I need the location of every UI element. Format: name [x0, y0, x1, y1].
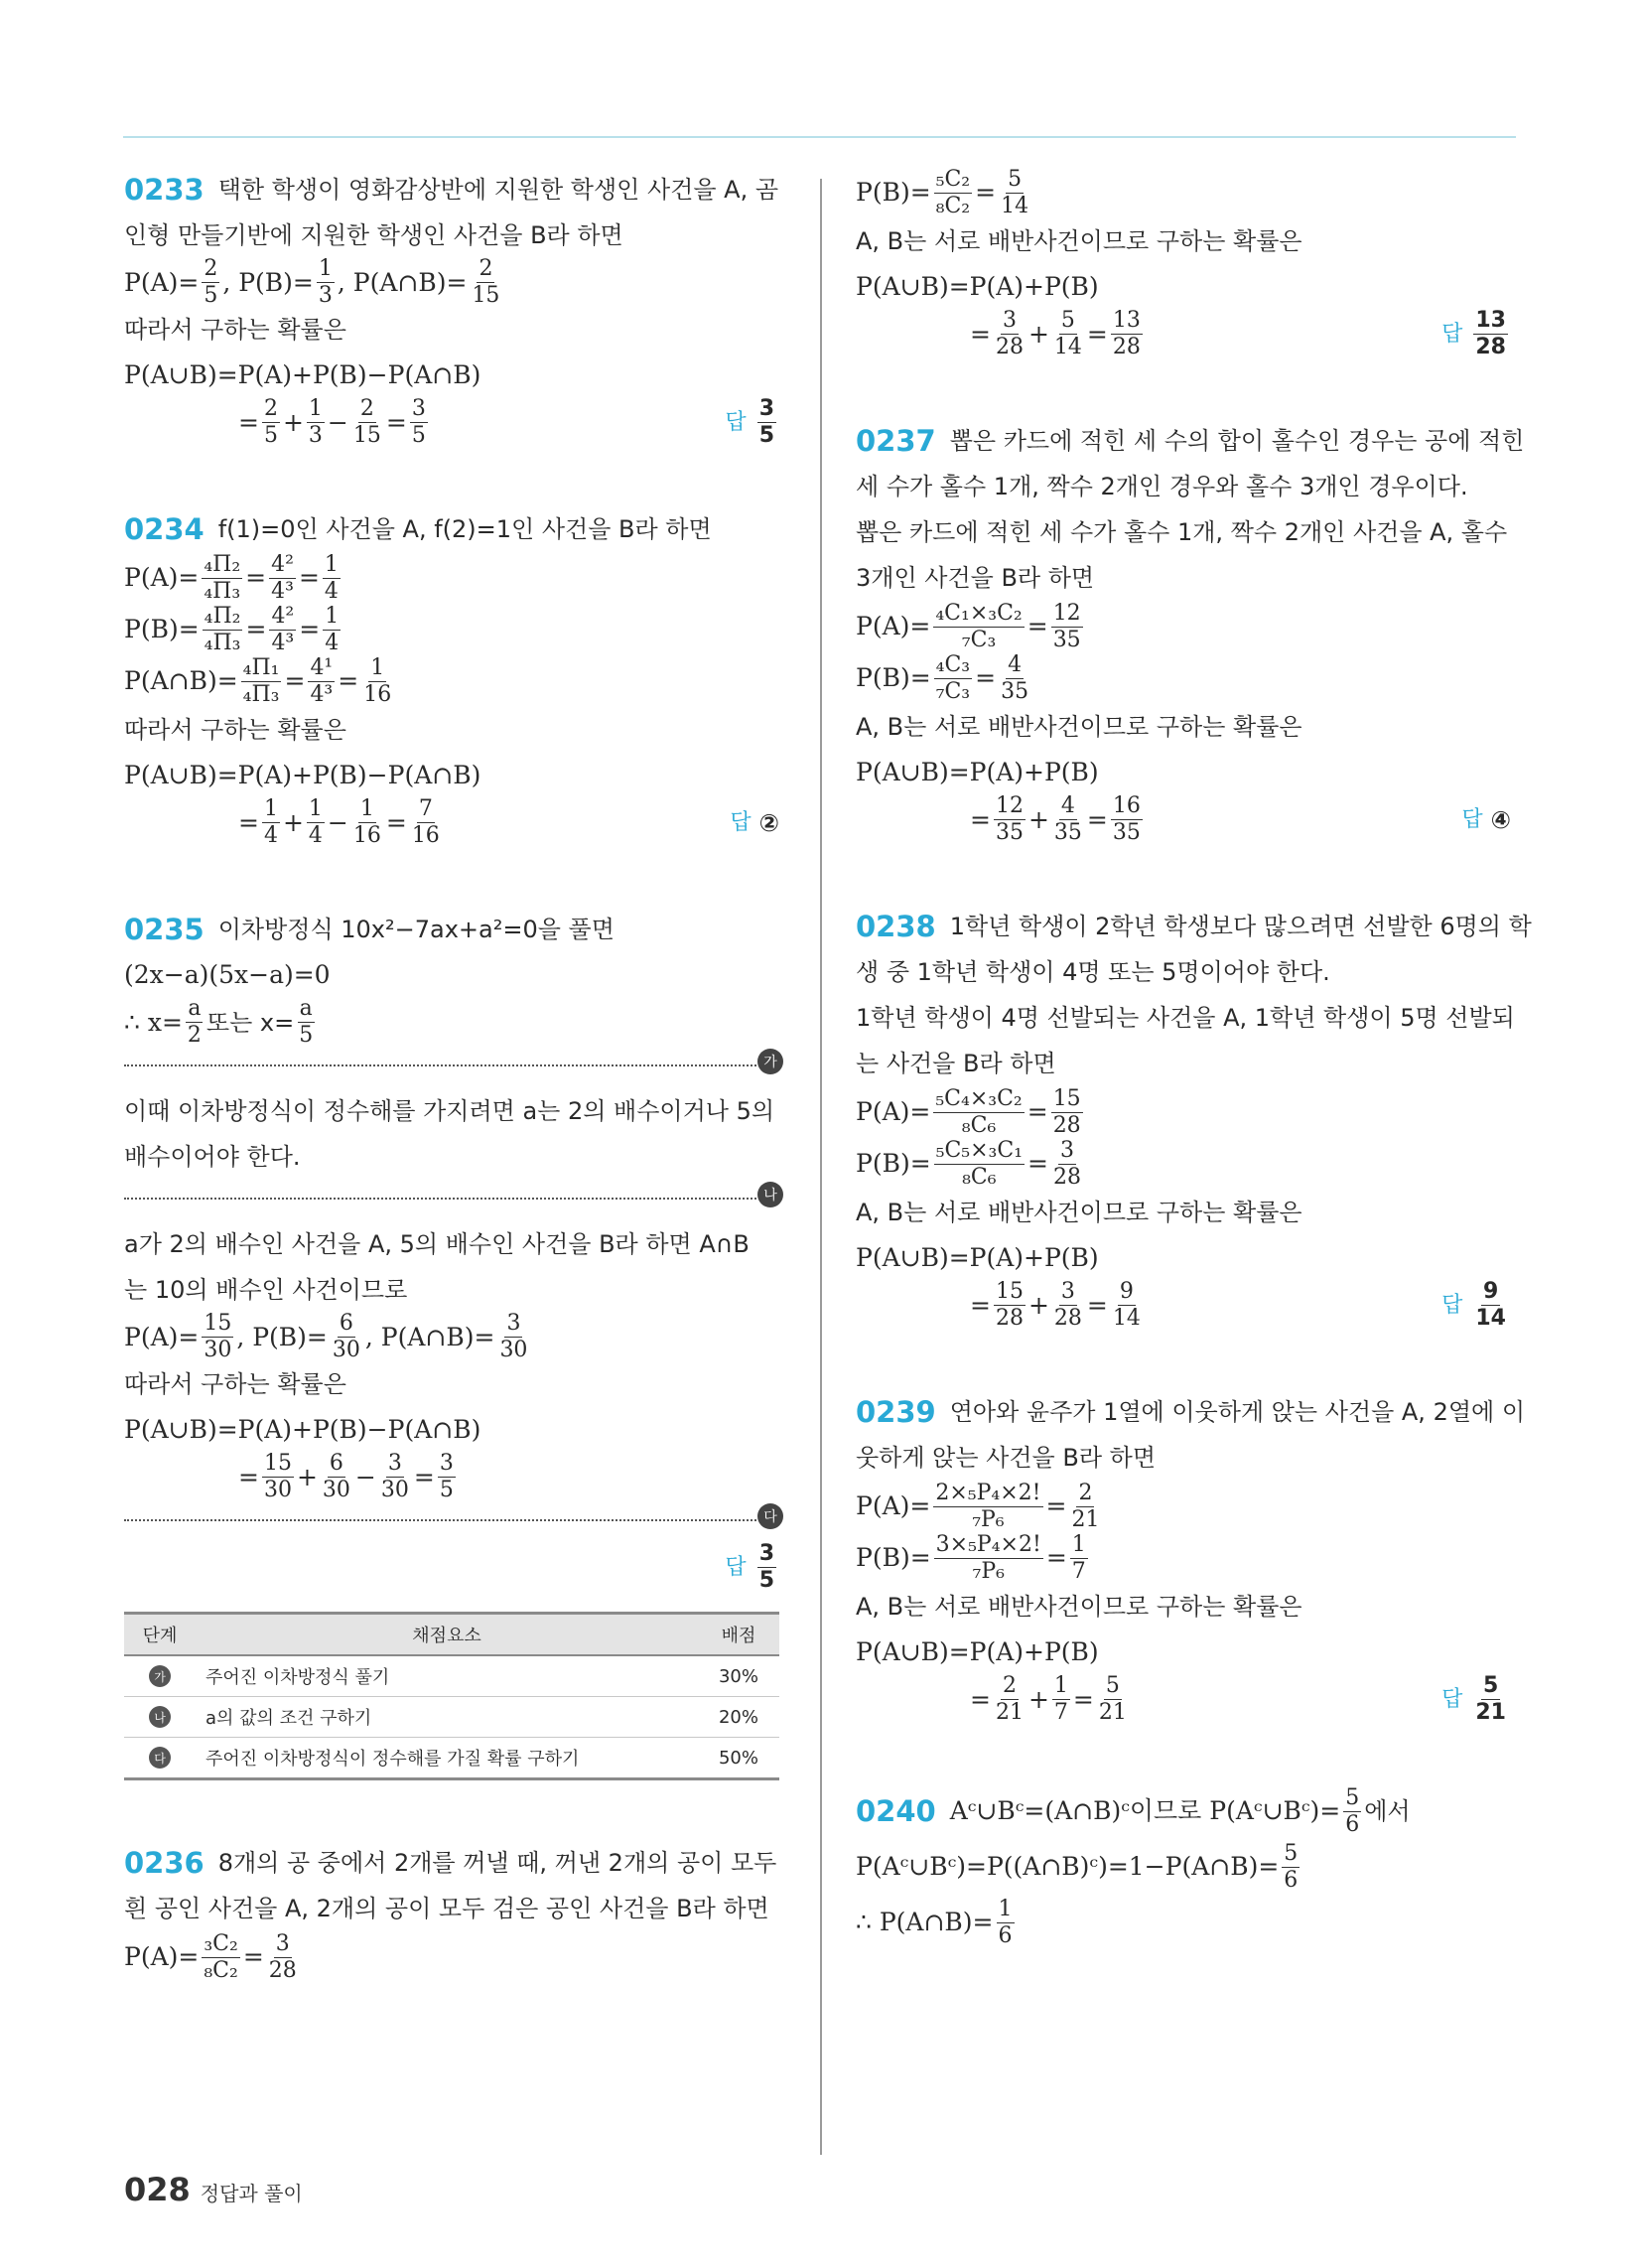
result-line: = $\frac{15}{28}$ + $\frac{3}{28}$ = $\frac{9}{14}$ 답 $\frac{9}{14}$: [856, 1281, 1511, 1330]
problem-0236: 0236 8개의 공 중에서 2개를 꺼낼 때, 꺼낸 2개의 공이 모두 흰 공인 사건을 A, 2개의 공이 모두 검은 공인 사건을 B라 하면 P(A)= $\frac{\text{₃C₂}}{\text{₈C₂}}$ = $\frac{3}{28}$: [124, 1840, 779, 1983]
top-rule: [123, 136, 1516, 138]
result-line: = $\frac{2}{21}$ + $\frac{1}{7}$ = $\frac{5}{21}$ 답 $\frac{5}{21}$: [856, 1675, 1511, 1724]
step-marker-3: 다: [124, 1517, 779, 1521]
step-marker-1: 가: [124, 1063, 779, 1066]
answer: 답 $\frac{13}{28}$: [1441, 308, 1506, 359]
problem-0240: 0240 Aᶜ∪Bᶜ=(A∩B)ᶜ이므로 P(Aᶜ∪Bᶜ)= $\frac{5}{6}$ 에서 P(Aᶜ∪Bᶜ)=P((A∩B)ᶜ)=1−P(A∩B)= $\frac{5}{6}$ ∴ P(A∩B)= $\frac{1}{6}$: [856, 1784, 1411, 1948]
answer: 답 ④: [1461, 805, 1511, 834]
column-divider: [820, 179, 822, 2155]
answer: 답 $\frac{3}{5}$: [725, 396, 774, 448]
problem-number: 0236: [124, 1846, 205, 1880]
answer: 답 ②: [730, 808, 779, 837]
problem-number: 0237: [856, 424, 936, 458]
table-row: 나 a의 값의 조건 구하기 20%: [124, 1697, 779, 1738]
scoring-table: 단계 채점요소 배점 가 주어진 이차방정식 풀기 30% 나 a의 값의 조건 구하기 20% 다 주어진 이차방정식이 정수해를 가질 확률 구하기 50%: [124, 1612, 779, 1780]
left-column: [124, 167, 779, 2043]
table-row: 다 주어진 이차방정식이 정수해를 가질 확률 구하기 50%: [124, 1738, 779, 1779]
problem-number: 0239: [856, 1395, 936, 1429]
right-column: [856, 166, 1532, 2010]
problem-number: 0235: [124, 913, 205, 946]
step-marker-2: 나: [124, 1196, 779, 1200]
problem-0233: 0233 택한 학생이 영화감상반에 지원한 학생인 사건을 A, 곰 인형 만들기반에 지원한 학생인 사건을 B라 하면 P(A)= $\frac{2}{5}$ , P(B)= $\frac{1}{3}$ , P(A∩B)= $\frac{2}{15}$ 따라서 구하는 확률은 P(A∪B)=P(A)+P(B)−P(A∩B) = $\frac{2}{5}$ + $\frac{1}{3}$ − $\frac{2}{15}$ = $\frac{3}{5}$ 답 $\frac{3}{5}$: [124, 167, 779, 447]
problem-number: 0233: [124, 173, 205, 207]
problem-number: 0238: [856, 910, 936, 943]
table-row: 가 주어진 이차방정식 풀기 30%: [124, 1655, 779, 1697]
result-line: = $\frac{1}{4}$ + $\frac{1}{4}$ − $\frac{1}{16}$ = $\frac{7}{16}$ 답 ②: [238, 796, 779, 848]
prob-values: P(A)= $\frac{2}{5}$ , P(B)= $\frac{1}{3}$ , P(A∩B)= $\frac{2}{15}$: [124, 256, 500, 308]
answer: 답 $\frac{3}{5}$: [725, 1541, 774, 1593]
answer: 답 $\frac{9}{14}$: [1441, 1279, 1506, 1331]
result-line: = $\frac{12}{35}$ + $\frac{4}{35}$ = $\frac{16}{35}$ 답 ④: [970, 793, 1511, 845]
page-number: 028: [124, 2171, 191, 2208]
problem-0239: 0239 연아와 윤주가 1열에 이웃하게 앉는 사건을 A, 2열에 이 웃하게 앉는 사건을 B라 하면 P(A)= $\frac{\text{2×₅P₄×2!}}{\text{₇P₆}}$ = $\frac{2}{21}$ P(B)= $\frac{\text{3×₅P₄×2!}}{\text{₇P₆}}$ = $\frac{1}{7}$ A, B는 서로 배반사건이므로 구하는 확률은 P(A∪B)=P(A)+P(B) = $\frac{2}{21}$ + $\frac{1}{7}$ = $\frac{5}{21}$ 답 $\frac{5}{21}$: [856, 1389, 1511, 1724]
problem-0238: 0238 1학년 학생이 2학년 학생보다 많으려면 선발한 6명의 학 생 중 1학년 학생이 4명 또는 5명이어야 한다. 1학년 학생이 4명 선발되는 사건을 A, 1학년 학생이 5명 선발되 는 사건을 B라 하면 P(A)= $\frac{\text{₅C₄×₃C₂}}{\text{₈C₆}}$ = $\frac{15}{28}$ P(B)= $\frac{\text{₅C₅×₃C₁}}{\text{₈C₆}}$ = $\frac{3}{28}$ A, B는 서로 배반사건이므로 구하는 확률은 P(A∪B)=P(A)+P(B) = $\frac{15}{28}$ + $\frac{3}{28}$ = $\frac{9}{14}$ 답 $\frac{9}{14}$: [856, 904, 1511, 1330]
problem-number: 0240: [856, 1794, 936, 1828]
problem-0236-cont: P(B)= $\frac{\text{₅C₂}}{\text{₈C₂}}$ = $\frac{5}{14}$ A, B는 서로 배반사건이므로 구하는 확률은 P(A∪B)=P(A)+P(B) = $\frac{3}{28}$ + $\frac{5}{14}$ = $\frac{13}{28}$ 답 $\frac{13}{28}$: [856, 167, 1511, 358]
answer: 답 $\frac{5}{21}$: [1441, 1673, 1506, 1725]
problem-0234: 0234 f(1)=0인 사건을 A, f(2)=1인 사건을 B라 하면 P(A)= $\frac{\text{₄Π₂}}{\text{₄Π₃}}$ = $\frac{\text{4²}}{\text{4³}}$ = $\frac{1}{4}$ P(B)= $\frac{\text{₄Π₂}}{\text{₄Π₃}}$ = $\frac{\text{4²}}{\text{4³}}$ = $\frac{1}{4}$ P(A∩B)= $\frac{\text{₄Π₁}}{\text{₄Π₃}}$ = $\frac{\text{4¹}}{\text{4³}}$ = $\frac{1}{16}$ 따라서 구하는 확률은 P(A∪B)=P(A)+P(B)−P(A∩B) = $\frac{1}{4}$ + $\frac{1}{4}$ − $\frac{1}{16}$ = $\frac{7}{16}$ 답 ②: [124, 506, 779, 847]
result-line: = $\frac{15}{30}$ + $\frac{6}{30}$ − $\frac{3}{30}$ = $\frac{3}{5}$: [238, 1451, 454, 1502]
result-line: = $\frac{3}{28}$ + $\frac{5}{14}$ = $\frac{13}{28}$ 답 $\frac{13}{28}$: [856, 310, 1511, 358]
page-footer: [124, 2171, 303, 2208]
footer-label: 정답과 풀이: [200, 2182, 303, 2205]
problem-0237: 0237 뽑은 카드에 적힌 세 수의 합이 홀수인 경우는 공에 적힌 세 수가 홀수 1개, 짝수 2개인 경우와 홀수 3개인 경우이다. 뽑은 카드에 적힌 세 수가 홀수 1개, 짝수 2개인 사건을 A, 홀수 3개인 사건을 B라 하면 P(A)= $\frac{\text{₄C₁×₃C₂}}{\text{₇C₃}}$ = $\frac{12}{35}$ P(B)= $\frac{\text{₄C₃}}{\text{₇C₃}}$ = $\frac{4}{35}$ A, B는 서로 배반사건이므로 구하는 확률은 P(A∪B)=P(A)+P(B) = $\frac{12}{35}$ + $\frac{4}{35}$ = $\frac{16}{35}$ 답 ④: [856, 418, 1511, 844]
problem-number: 0234: [124, 512, 205, 546]
problem-0235: 0235 이차방정식 10x²−7ax+a²=0을 풀면 (2x−a)(5x−a)=0 ∴ x= $\frac{a}{2}$ 또는 x= $\frac{a}{5}$ 가 이때 이차방정식이 정수해를 가지려면 a는 2의 배수이거나 5의 배수이어야 한다. 나 a가 2의 배수인 사건을 A, 5의 배수인 사건을 B라 하면 A∩B 는 10의 배수인 사건이므로 P(A)= $\frac{15}{30}$ , P(B)= $\frac{6}{30}$ , P(A∩B)= $\frac{3}{30}$ 따라서 구하는 확률은 P(A∪B)=P(A)+P(B)−P(A∩B) = $\frac{15}{30}$ + $\frac{6}{30}$ − $\frac{3}{30}$ = $\frac{3}{5}$ 다 답 $\frac{3}{5}$ 단계 채점요소 배점 가 주어진 이차방정식 풀기 30% 나 a의 값의 조건 구하기 20% 다 주어진 이차방정식이 정수해를 가질 확률 구하기 50%: [124, 907, 779, 1780]
result-line: = $\frac{2}{5}$ + $\frac{1}{3}$ − $\frac{2}{15}$ = $\frac{3}{5}$ 답 $\frac{3}{5}$: [124, 398, 779, 447]
